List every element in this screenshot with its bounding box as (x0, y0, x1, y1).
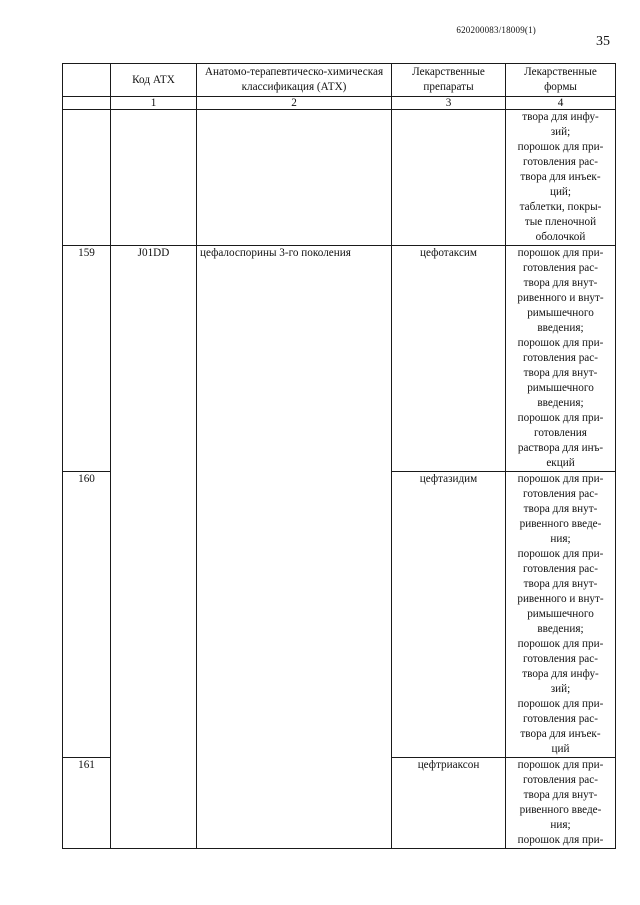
drug-name: цефтазидим (392, 472, 506, 758)
form-line: порошок для при- (517, 834, 604, 846)
header-atc-classification: Анатомо-терапевтическо-химическая классификация (АТХ) (197, 64, 392, 97)
atc-code-cell: J01DD (111, 246, 197, 849)
continuation-drug-cell (392, 110, 506, 246)
form-line: твора для внут- (523, 578, 598, 590)
row-number: 159 (63, 246, 111, 472)
form-line: порошок для при- (517, 412, 604, 424)
form-line: ривенного введе- (519, 518, 602, 530)
document-code: 620200083/18009(1) (456, 25, 536, 35)
form-line: екций (546, 457, 575, 469)
form-line: готовления рас- (523, 774, 598, 786)
header-atc-code: Код АТХ (111, 64, 197, 97)
form-line: введения; (537, 623, 584, 635)
continuation-forms-cell (506, 110, 616, 246)
form-line: ривенного введе- (519, 804, 602, 816)
column-number: 3 (392, 97, 506, 110)
atc-classification-cell: цефалоспорины 3-го поколения (197, 246, 392, 849)
form-line: готовления рас- (523, 713, 598, 725)
form-line: твора для инъек- (520, 171, 601, 183)
page-number: 35 (596, 34, 610, 49)
drug-forms (506, 472, 616, 758)
form-line: порошок для при- (517, 548, 604, 560)
drug-forms (506, 246, 616, 472)
header-drugs: Лекарственные препараты (392, 64, 506, 97)
form-line: твора для инфу- (522, 668, 599, 680)
form-line: введения; (537, 322, 584, 334)
form-line: готовления рас- (523, 563, 598, 575)
form-line: готовления рас- (523, 352, 598, 364)
continuation-code-cell (111, 110, 197, 246)
column-number: 1 (111, 97, 197, 110)
form-line: введения; (537, 397, 584, 409)
drug-name: цефотаксим (392, 246, 506, 472)
column-number-row (63, 97, 616, 110)
form-line: раствора для инъ- (517, 442, 604, 454)
header-num (63, 64, 111, 97)
form-line: порошок для при- (517, 759, 604, 771)
continuation-row (63, 110, 616, 246)
form-line: тые пленочной (524, 216, 597, 228)
atc-table (62, 63, 616, 849)
column-number: 4 (506, 97, 616, 110)
form-line: порошок для при- (517, 473, 604, 485)
form-line: ций (551, 743, 570, 755)
form-line: твора для внут- (523, 789, 598, 801)
form-line: готовления рас- (523, 488, 598, 500)
form-line: готовления (534, 427, 587, 439)
form-line: таблетки, покры- (519, 201, 602, 213)
form-line: ций; (549, 186, 572, 198)
form-line: твора для инфу- (522, 111, 599, 123)
header-row (63, 64, 616, 97)
form-line: ния; (550, 819, 571, 831)
continuation-class-cell (197, 110, 392, 246)
form-line: твора для внут- (523, 367, 598, 379)
row-number: 160 (63, 472, 111, 758)
column-number (63, 97, 111, 110)
form-line: порошок для при- (517, 141, 604, 153)
form-line: готовления рас- (523, 156, 598, 168)
form-line: ния; (550, 533, 571, 545)
form-line: твора для инъек- (520, 728, 601, 740)
row-number: 161 (63, 758, 111, 849)
form-line: римышечного (527, 382, 594, 394)
drug-forms (506, 758, 616, 849)
form-line: твора для внут- (523, 503, 598, 515)
form-line: готовления рас- (523, 653, 598, 665)
table-row (63, 246, 616, 472)
form-line: порошок для при- (517, 698, 604, 710)
form-line: порошок для при- (517, 638, 604, 650)
form-line: римышечного (527, 608, 594, 620)
continuation-num-cell (63, 110, 111, 246)
form-line: твора для внут- (523, 277, 598, 289)
form-line: ривенного и внут- (517, 593, 604, 605)
header-forms: Лекарственные формы (506, 64, 616, 97)
column-number: 2 (197, 97, 392, 110)
form-line: зий; (550, 683, 571, 695)
form-line: порошок для при- (517, 337, 604, 349)
form-line: готовления рас- (523, 262, 598, 274)
form-line: римышечного (527, 307, 594, 319)
drug-name: цефтриаксон (392, 758, 506, 849)
form-line: порошок для при- (517, 247, 604, 259)
form-line: ривенного и внут- (517, 292, 604, 304)
form-line: оболочкой (535, 231, 586, 243)
form-line: зий; (550, 126, 571, 138)
